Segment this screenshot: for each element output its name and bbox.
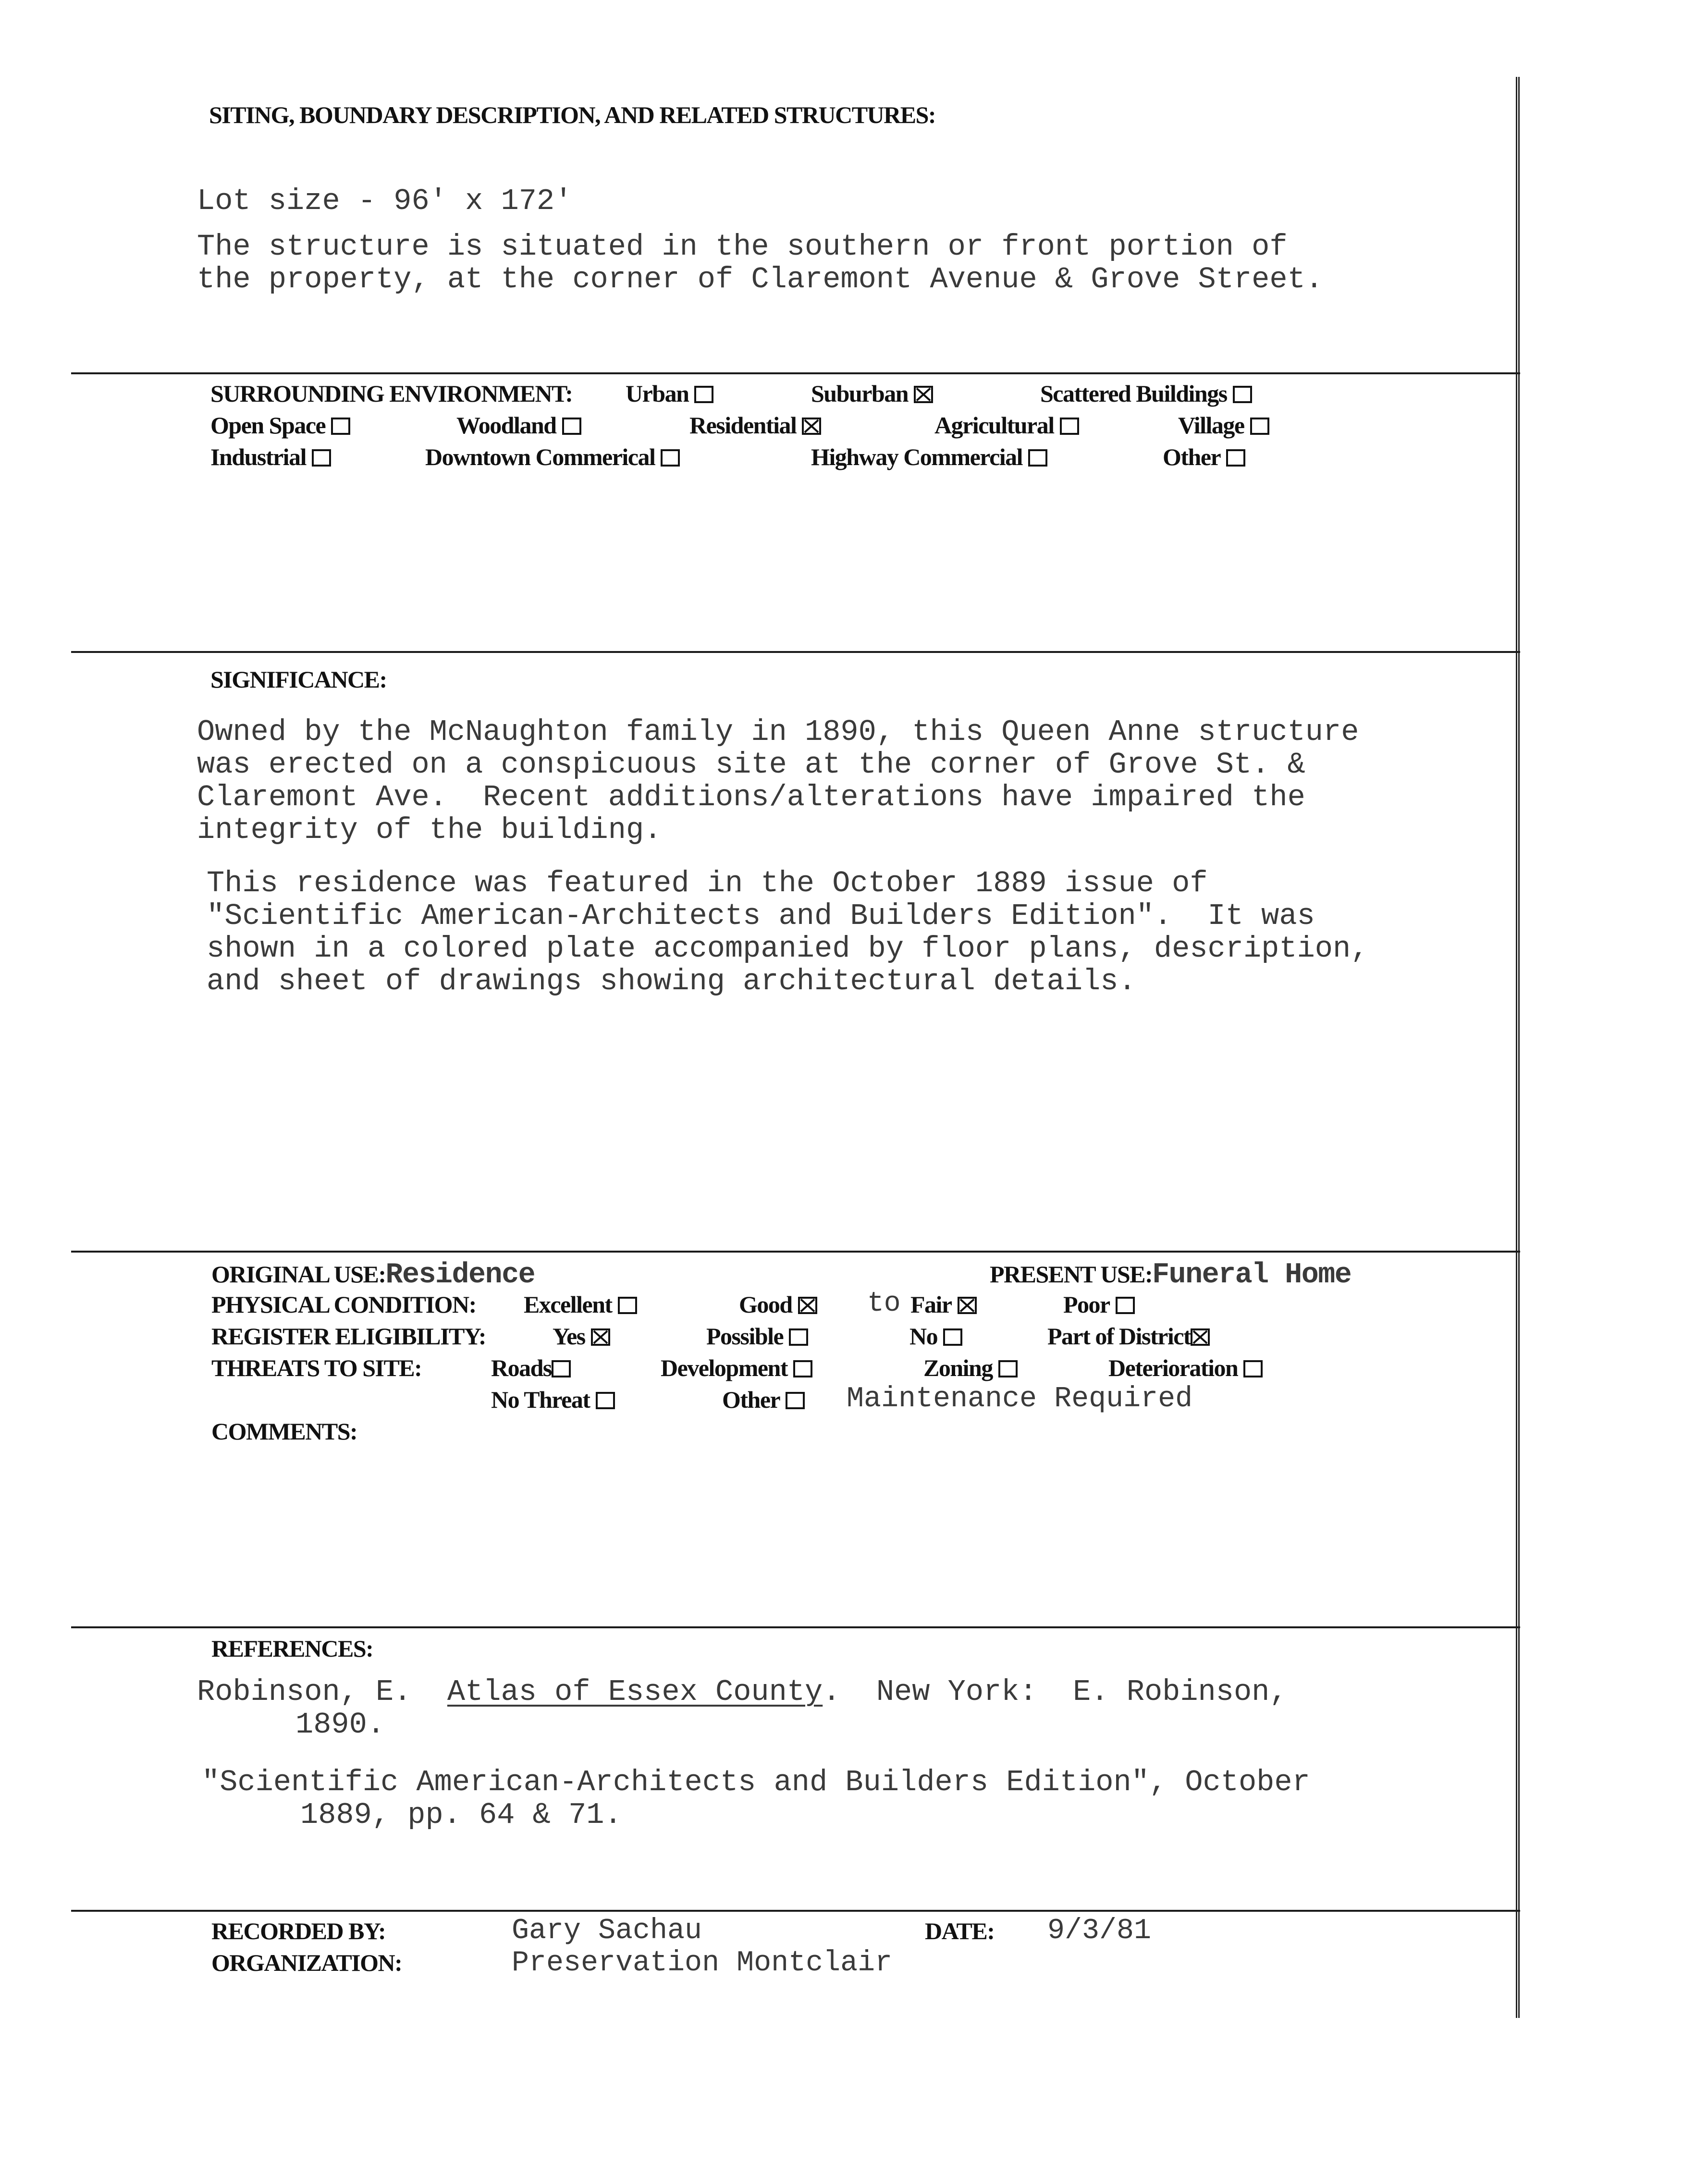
reference-2-line-2: 1889, pp. 64 & 71. <box>300 1798 622 1832</box>
checkbox[interactable] <box>1116 1297 1135 1314</box>
original-use-field: ORIGINAL USE:Residence <box>211 1259 535 1291</box>
significance-heading: SIGNIFICANCE: <box>210 666 387 693</box>
present-use-value: Funeral Home <box>1152 1259 1352 1291</box>
eligibility-possible[interactable]: Possible <box>706 1322 808 1350</box>
significance-p2-line-1: This residence was featured in the October 1889 issue of <box>207 866 1208 900</box>
reference-1-line-2: 1890. <box>295 1708 385 1742</box>
comments-label: COMMENTS: <box>211 1418 357 1445</box>
condition-poor[interactable]: Poor <box>1063 1291 1135 1318</box>
checkbox[interactable] <box>618 1297 637 1314</box>
checkbox[interactable] <box>998 1360 1018 1377</box>
environment-heading: SURROUNDING ENVIRONMENT: <box>210 380 573 407</box>
env-option-village[interactable]: Village <box>1178 411 1269 439</box>
condition-to-text: to <box>867 1288 901 1319</box>
right-margin-rule <box>1516 77 1520 2018</box>
section-divider <box>71 372 1520 374</box>
reference-2-line-1: "Scientific American-Architects and Builders Edition", October <box>202 1765 1310 1799</box>
organization-value: Preservation Montclair <box>512 1947 893 1980</box>
section-divider <box>71 651 1520 653</box>
section-divider <box>71 1910 1520 1912</box>
env-option-other[interactable]: Other <box>1163 443 1245 471</box>
organization-label: ORGANIZATION: <box>211 1949 402 1976</box>
env-option-suburban[interactable]: Suburban <box>811 380 933 407</box>
significance-p2-line-3: shown in a colored plate accompanied by floor plans, description, <box>207 932 1369 966</box>
threat-no-threat[interactable]: No Threat <box>491 1386 615 1414</box>
eligibility-no[interactable]: No <box>909 1322 962 1350</box>
threat-zoning[interactable]: Zoning <box>923 1354 1018 1382</box>
checkbox-checked[interactable] <box>802 418 821 435</box>
references-heading: REFERENCES: <box>211 1635 373 1662</box>
eligibility-yes[interactable]: Yes <box>553 1322 610 1350</box>
checkbox[interactable] <box>943 1328 962 1346</box>
checkbox[interactable] <box>562 418 581 435</box>
checkbox[interactable] <box>596 1392 615 1409</box>
checkbox[interactable] <box>552 1360 571 1377</box>
threat-deterioration[interactable]: Deterioration <box>1108 1354 1263 1382</box>
env-option-downtown-commercial[interactable]: Downtown Commerical <box>425 443 680 471</box>
checkbox[interactable] <box>1233 386 1252 403</box>
threat-roads[interactable]: Roads <box>491 1354 571 1382</box>
recorded-by-label: RECORDED BY: <box>211 1918 386 1944</box>
checkbox-checked[interactable] <box>591 1328 610 1346</box>
checkbox[interactable] <box>661 449 680 467</box>
env-option-scattered-buildings[interactable]: Scattered Buildings <box>1040 380 1252 407</box>
date-label: DATE: <box>925 1918 995 1944</box>
lot-size-text: Lot size - 96' x 172' <box>197 184 573 218</box>
recorded-by-value: Gary Sachau <box>512 1915 702 1947</box>
env-option-residential[interactable]: Residential <box>689 411 821 439</box>
threat-development[interactable]: Development <box>661 1354 812 1382</box>
present-use-field: PRESENT USE:Funeral Home <box>990 1259 1352 1291</box>
siting-line-2: the property, at the corner of Claremont Avenue & Grove Street. <box>197 262 1323 296</box>
env-option-urban[interactable]: Urban <box>626 380 713 407</box>
checkbox[interactable] <box>1250 418 1269 435</box>
checkbox[interactable] <box>694 386 713 403</box>
original-use-value: Residence <box>385 1259 535 1291</box>
threats-label: THREATS TO SITE: <box>211 1354 422 1381</box>
physical-condition-label: PHYSICAL CONDITION: <box>211 1291 476 1318</box>
section-divider <box>71 1626 1520 1628</box>
env-option-woodland[interactable]: Woodland <box>456 411 581 439</box>
section-divider <box>71 1251 1520 1253</box>
checkbox[interactable] <box>312 449 331 467</box>
checkbox-checked[interactable] <box>798 1297 817 1314</box>
significance-p1-line-3: Claremont Ave. Recent additions/alterations have impaired the <box>197 780 1305 814</box>
env-option-open-space[interactable]: Open Space <box>210 411 350 439</box>
register-eligibility-label: REGISTER ELIGIBILITY: <box>211 1323 486 1350</box>
checkbox[interactable] <box>1060 418 1079 435</box>
threat-other[interactable]: Other <box>722 1386 805 1414</box>
siting-heading: SITING, BOUNDARY DESCRIPTION, AND RELATED STRUCTURES: <box>209 101 936 128</box>
checkbox[interactable] <box>1243 1360 1263 1377</box>
condition-good[interactable]: Good <box>739 1291 817 1318</box>
siting-line-1: The structure is situated in the southern or front portion of <box>197 230 1288 264</box>
checkbox[interactable] <box>786 1392 805 1409</box>
env-option-highway-commercial[interactable]: Highway Commercial <box>811 443 1047 471</box>
reference-1-line-1: Robinson, E. Atlas of Essex County. New York: E. Robinson, <box>197 1675 1288 1709</box>
threat-other-value: Maintenance Required <box>847 1383 1193 1415</box>
significance-p1-line-4: integrity of the building. <box>197 813 662 847</box>
condition-fair[interactable]: Fair <box>910 1291 977 1318</box>
reference-1-title: Atlas of Essex County <box>447 1675 823 1709</box>
date-value: 9/3/81 <box>1047 1915 1152 1947</box>
checkbox[interactable] <box>793 1360 812 1377</box>
checkbox-checked[interactable] <box>958 1297 977 1314</box>
checkbox-checked[interactable] <box>914 386 933 403</box>
env-option-agricultural[interactable]: Agricultural <box>934 411 1079 439</box>
eligibility-part-of-district[interactable]: Part of District <box>1047 1322 1210 1350</box>
significance-p2-line-4: and sheet of drawings showing architectural details. <box>207 964 1136 998</box>
condition-excellent[interactable]: Excellent <box>524 1291 637 1318</box>
env-option-industrial[interactable]: Industrial <box>210 443 331 471</box>
checkbox[interactable] <box>331 418 350 435</box>
significance-p1-line-1: Owned by the McNaughton family in 1890, this Queen Anne structure <box>197 715 1359 749</box>
significance-p1-line-2: was erected on a conspicuous site at the corner of Grove St. & <box>197 748 1305 782</box>
checkbox-checked[interactable] <box>1191 1328 1210 1346</box>
checkbox[interactable] <box>1028 449 1047 467</box>
significance-p2-line-2: "Scientific American-Architects and Builders Edition". It was <box>207 899 1315 933</box>
checkbox[interactable] <box>789 1328 808 1346</box>
checkbox[interactable] <box>1226 449 1245 467</box>
